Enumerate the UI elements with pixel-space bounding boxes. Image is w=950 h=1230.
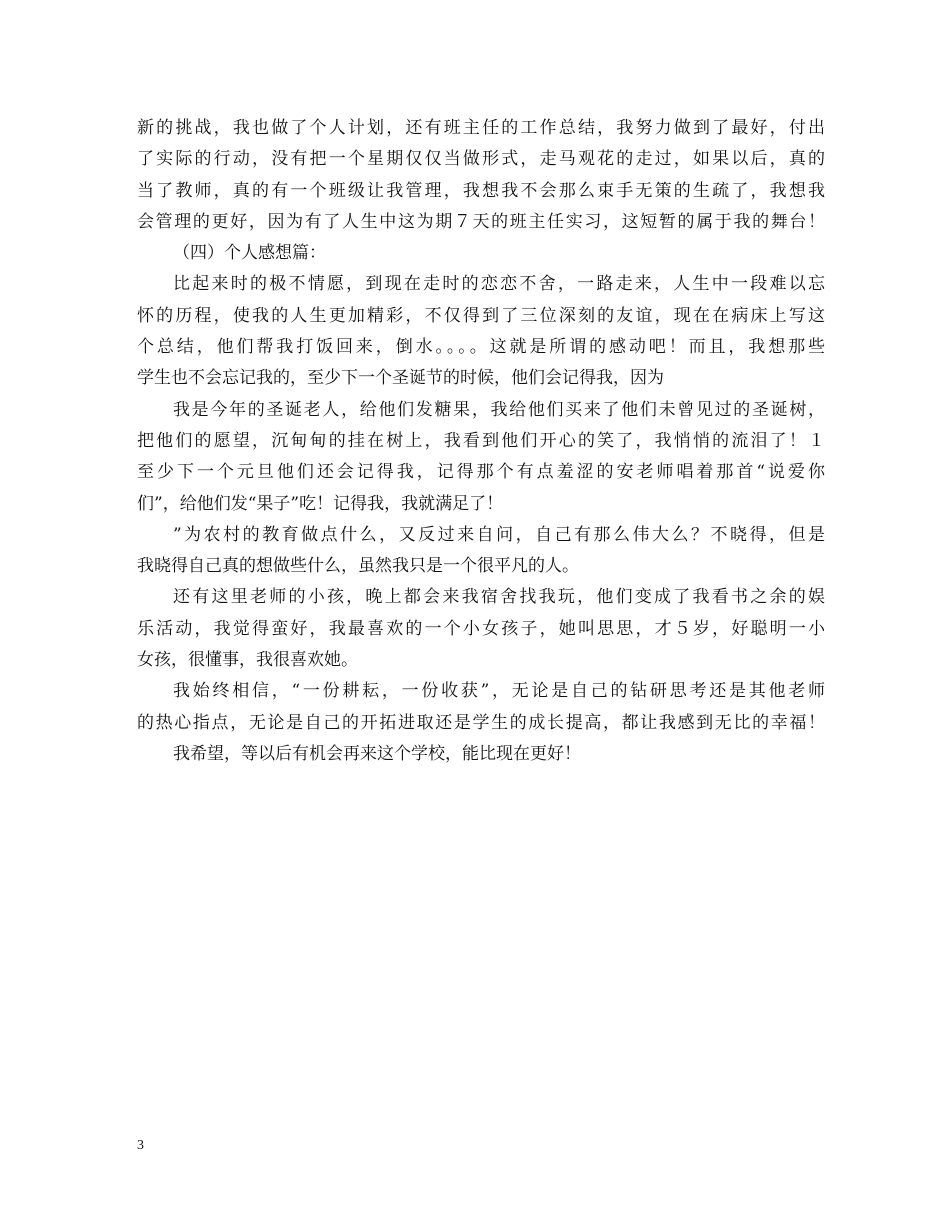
text-line: 怀的历程，使我的人生更加精彩，不仅得到了三位深刻的友谊，现在在病床上写这 bbox=[137, 305, 825, 326]
text-line: 个总结，他们帮我打饭回来，倒水。。。。这就是所谓的感动吧！而且，我想那些 bbox=[137, 337, 825, 358]
text-line: ”为农村的教育做点什么，又反过来自问，自己有那么伟大么？不晓得，但是 bbox=[173, 524, 825, 545]
text-line: 会管理的更好，因为有了人生中这为期７天的班主任实习，这短暂的属于我的舞台！ bbox=[137, 211, 825, 232]
page-number: 3 bbox=[137, 1138, 144, 1153]
text-line: 还有这里老师的小孩，晚上都会来我宿舍找我玩，他们变成了我看书之余的娱 bbox=[173, 587, 825, 608]
text-line: 的热心指点，无论是自己的开拓进取还是学生的成长提高，都让我感到无比的幸福！ bbox=[137, 712, 825, 733]
section-heading: （四）个人感想篇： bbox=[173, 243, 326, 264]
text-line: 至少下一个元旦他们还会记得我，记得那个有点羞涩的安老师唱着那首“说爱你 bbox=[137, 462, 825, 483]
text-line: 我希望，等以后有机会再来这个学校，能比现在更好！ bbox=[173, 743, 581, 764]
text-line: 女孩，很懂事，我很喜欢她。 bbox=[137, 650, 358, 671]
text-line: 比起来时的极不情愿，到现在走时的恋恋不舍，一路走来，人生中一段难以忘 bbox=[173, 274, 825, 295]
text-line: 学生也不会忘记我的，至少下一个圣诞节的时候，他们会记得我，因为 bbox=[137, 368, 664, 389]
text-line: 我是今年的圣诞老人，给他们发糖果，我给他们买来了他们未曾见过的圣诞树， bbox=[173, 399, 825, 420]
text-line: 我始终相信，“一份耕耘，一份收获”，无论是自己的钻研思考还是其他老师 bbox=[173, 681, 825, 702]
text-line: 了实际的行动，没有把一个星期仅仅当做形式，走马观花的走过，如果以后，真的 bbox=[137, 149, 825, 170]
text-line: 把他们的愿望，沉甸甸的挂在树上，我看到他们开心的笑了，我悄悄的流泪了！１ bbox=[137, 430, 825, 451]
text-line: 当了教师，真的有一个班级让我管理，我想我不会那么束手无策的生疏了，我想我 bbox=[137, 180, 825, 201]
text-line: 新的挑战，我也做了个人计划，还有班主任的工作总结，我努力做到了最好，付出 bbox=[137, 118, 825, 138]
text-line: 们”，给他们发“果子”吃！记得我，我就满足了！ bbox=[137, 493, 504, 514]
body-text bbox=[137, 113, 825, 770]
text-line: 我晓得自己真的想做些什么，虽然我只是一个很平凡的人。 bbox=[137, 556, 579, 577]
text-line: 乐活动，我觉得蛮好，我最喜欢的一个小女孩子，她叫思思，才５岁，好聪明一小 bbox=[137, 618, 825, 639]
